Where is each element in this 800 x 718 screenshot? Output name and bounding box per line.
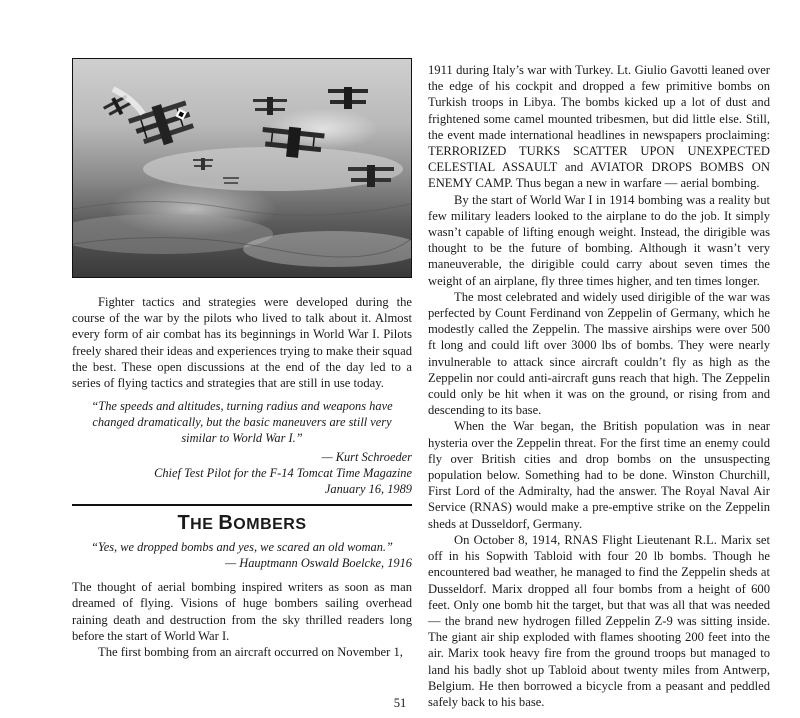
boelcke-attribution: — Hauptmann Oswald Boelcke, 1916	[225, 556, 412, 571]
schroeder-quote: “The speeds and altitudes, turning radius and weapons have changed dramatically, but the basic maneuvers are still very similar to World War I.”	[91, 399, 393, 446]
right-paragraph-5: On October 8, 1914, RNAS Flight Lieutenant R.L. Marix set off in his Sopwith Tabloid with four 20 lb bombs. Though he encountered bad weather, he managed to find the Zeppelin sheds at Dusseldorf. Marix dropped all four bombs from a height of 600 feet. Only one bomb hit the target, but that was all that was needed — the brand new hydrogen filled Zeppelin Z-9 was sitting inside. The giant air ship exploded with flames shooting 200 feet into the air. Marix took heavy fire from the ground troops but managed to land his badly shot up Tabloid about twenty miles from Antwerp, Belgium. He then borrowed a bicycle from a peasant and peddled safely back to his base.	[428, 532, 770, 709]
right-paragraph-4: When the War began, the British population was in near hysteria over the Zeppelin threat. For the first time an enemy could fly over British cities and drop bombs on the unsuspecting population below. Something had to be done. Winston Churchill, First Lord of the Admiralty, had the answer. The Royal Naval Air Service (RNAS) would make a pre-emptive strike on the Zeppelin sheds at Dusseldorf, Germany.	[428, 419, 770, 531]
tactics-paragraph: Fighter tactics and strategies were developed during the course of the war by the pilots who lived to talk about it. Almost every form of air combat has its beginnings in World War I. Pilots freely shared their ideas and experiences trying to make their squad the best. These open discussions at the end of the day led to a series of flying tactics and strategies that are still in use today.	[72, 295, 412, 391]
right-paragraph-2: By the start of World War I in 1914 bombing was a reality but few military leaders looked to the airplane to do the job. It simply wasn’t capable of lifting enough weight. Instead, the dirigible was thought to be the future of bombing. Although it wasn’t very maneuverable, the dirigible could carry about seven times the weight of an airplane, fly three times higher, and ten times longer.	[428, 192, 770, 288]
bombers-paragraph-1: The thought of aerial bombing inspired writers as soon as man dreamed of flying. Visions of huge bombers sailing overhead raining death and destruction from the sky thrilled readers long before the start of World War I.	[72, 580, 412, 643]
right-column	[428, 62, 770, 710]
quote-date: January 16, 1989	[324, 482, 412, 497]
biplanes-illustration	[73, 59, 411, 277]
quote-author-title: Chief Test Pilot for the F-14 Tomcat Time Magazine	[154, 466, 412, 481]
right-paragraph-1: 1911 during Italy’s war with Turkey. Lt. Giulio Gavotti leaned over the edge of his cockpit and dropped a few primitive bombs on Turkish troops in Libya. The bombs kicked up a lot of dust and frightened some camel mounted tribesmen, but did little else. Still, the event made international headlines in newspapers proclaiming: TERRORIZED TURKS SCATTER UPON UNEXPECTED CELESTIAL ASSAULT and AVIATOR DROPS BOMBS ON ENEMY CAMP. Thus began a new in warfare — aerial bombing.	[428, 63, 770, 191]
page-number: 51	[393, 696, 407, 710]
section-divider	[72, 504, 412, 506]
dogfight-photo	[72, 58, 412, 278]
boelcke-quote: “Yes, we dropped bombs and yes, we scared an old woman.”	[91, 540, 393, 555]
left-column	[72, 58, 412, 660]
quote-author: — Kurt Schroeder	[321, 450, 412, 465]
right-paragraph-3: The most celebrated and widely used dirigible of the war was perfected by Count Ferdinand von Zeppelin of Germany, which he modestly called the Zeppelin. The massive airships were over 500 ft long and could lift over 3000 lbs of bombs. They were nearly invulnerable to attack since aircraft couldn’t fly as high as the Zeppelin nor could anti-aircraft guns reach that high. The Zeppelin could only be hit when it was on the ground, or rising from and descending to its base.	[428, 289, 770, 418]
section-title: THE BOMBERS	[177, 512, 307, 535]
bombers-paragraph-2: The first bombing from an aircraft occurred on November 1,	[98, 645, 403, 660]
